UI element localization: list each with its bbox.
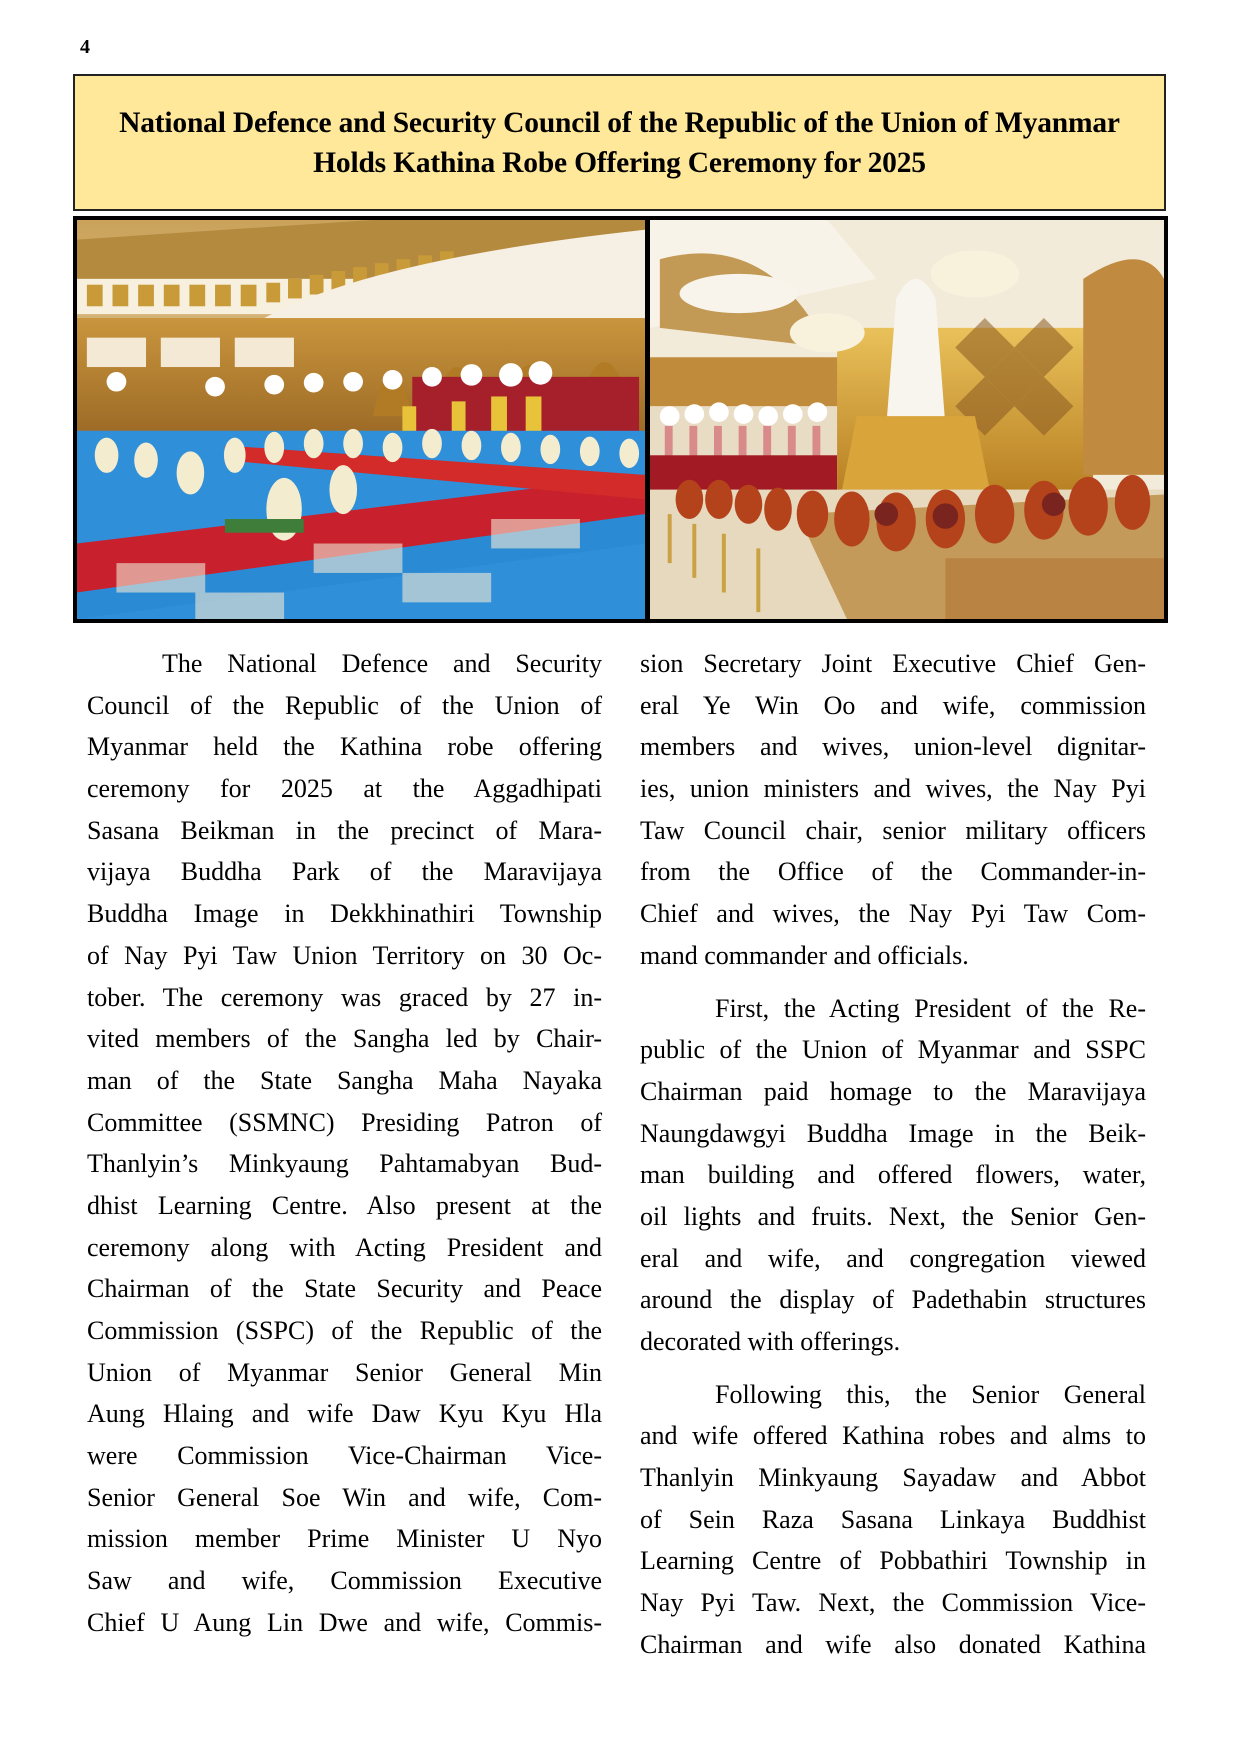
article-line: Taw Council chair, senior military officers bbox=[640, 815, 1146, 845]
article-paragraph bbox=[640, 1374, 1146, 1666]
article-line: The National Defence and Security bbox=[162, 649, 602, 678]
article-line: were Commission Vice-Chairman Vice- bbox=[87, 1441, 602, 1471]
article-line: eral and wife, and congregation viewed bbox=[640, 1243, 1146, 1273]
article-line: vited members of the Sangha led by Chair- bbox=[87, 1024, 602, 1054]
article-line: Learning Centre of Pobbathiri Township in bbox=[640, 1546, 1146, 1576]
article-line: Thanlyin Minkyaung Sayadaw and Abbot bbox=[640, 1463, 1146, 1493]
photo-strip bbox=[73, 216, 1168, 623]
article-line: mand commander and officials. bbox=[640, 940, 969, 970]
headline-box bbox=[73, 74, 1166, 211]
article-line: Myanmar held the Kathina robe offering bbox=[87, 732, 602, 762]
article-column-left bbox=[87, 643, 602, 1644]
article-line: around the display of Padethabin structures bbox=[640, 1285, 1146, 1315]
article-paragraph bbox=[640, 643, 1146, 977]
article-line: Naungdawgyi Buddha Image in the Beik- bbox=[640, 1118, 1146, 1148]
article-line: Chairman and wife also donated Kathina bbox=[640, 1629, 1146, 1659]
article-line: sion Secretary Joint Executive Chief Gen- bbox=[640, 649, 1146, 678]
article-line: Following this, the Senior General bbox=[715, 1379, 1146, 1409]
photo-sangha-buddha-image-image bbox=[650, 220, 1164, 619]
article-line: Senior General Soe Win and wife, Com- bbox=[87, 1482, 602, 1512]
article-line: ies, union ministers and wives, the Nay Pyi bbox=[640, 774, 1146, 804]
article-line: and wife offered Kathina robes and alms to bbox=[640, 1421, 1146, 1451]
article-line: Saw and wife, Commission Executive bbox=[87, 1566, 602, 1596]
headline-line-2: Holds Kathina Robe Offering Ceremony for 2025 bbox=[313, 146, 926, 179]
article-line: man of the State Sangha Maha Nayaka bbox=[87, 1065, 602, 1095]
article-line: dhist Learning Centre. Also present at the bbox=[87, 1190, 602, 1220]
photo-congregation-hall-image bbox=[77, 220, 645, 619]
article-line: Sasana Beikman in the precinct of Mara- bbox=[87, 815, 602, 845]
photo-sangha-buddha-image bbox=[646, 216, 1168, 623]
article-line: Commission (SSPC) of the Republic of the bbox=[87, 1316, 602, 1345]
article-line: tober. The ceremony was graced by 27 in- bbox=[87, 982, 602, 1012]
article-line: public of the Union of Myanmar and SSPC bbox=[640, 1035, 1146, 1065]
article-line: members and wives, union-level dignitar- bbox=[640, 732, 1146, 762]
headline-line-1: National Defence and Security Council of the Republic of the Union of Myanmar bbox=[119, 106, 1120, 139]
article-line: from the Office of the Commander-in- bbox=[640, 857, 1146, 887]
article-line: Aung Hlaing and wife Daw Kyu Kyu Hla bbox=[87, 1399, 602, 1429]
article-line: Chairman of the State Security and Peace bbox=[87, 1274, 602, 1304]
article-line: decorated with offerings. bbox=[640, 1327, 901, 1356]
article-line: Thanlyin’s Minkyaung Pahtamabyan Bud- bbox=[87, 1149, 602, 1179]
page-number: 4 bbox=[80, 36, 90, 58]
article-line: Union of Myanmar Senior General Min bbox=[87, 1357, 602, 1387]
article-line: Chairman paid homage to the Maravijaya bbox=[640, 1076, 1146, 1106]
article-column-right bbox=[640, 643, 1146, 1677]
article-line: Chief U Aung Lin Dwe and wife, Commis- bbox=[87, 1607, 602, 1637]
article-line: mission member Prime Minister U Nyo bbox=[87, 1524, 602, 1554]
article-line: Nay Pyi Taw. Next, the Commission Vice- bbox=[640, 1588, 1146, 1618]
article-line: Chief and wives, the Nay Pyi Taw Com- bbox=[640, 899, 1146, 929]
article-line: Buddha Image in Dekkhinathiri Township bbox=[87, 899, 602, 929]
article-line: man building and offered flowers, water, bbox=[640, 1160, 1146, 1190]
article-line: oil lights and fruits. Next, the Senior Gen- bbox=[640, 1201, 1146, 1231]
article-line: ceremony along with Acting President and bbox=[87, 1232, 602, 1262]
photo-congregation-hall bbox=[73, 216, 649, 623]
article-line: of Sein Raza Sasana Linkaya Buddhist bbox=[640, 1504, 1146, 1534]
article-line: of Nay Pyi Taw Union Territory on 30 Oc- bbox=[87, 940, 602, 970]
article-paragraph bbox=[640, 988, 1146, 1363]
article-line: vijaya Buddha Park of the Maravijaya bbox=[87, 857, 602, 887]
article-line: Council of the Republic of the Union of bbox=[87, 690, 602, 720]
article-line: eral Ye Win Oo and wife, commission bbox=[640, 690, 1146, 720]
article-line: ceremony for 2025 at the Aggadhipati bbox=[87, 774, 602, 804]
article-line: Committee (SSMNC) Presiding Patron of bbox=[87, 1107, 602, 1137]
article-line: First, the Acting President of the Re- bbox=[715, 993, 1146, 1023]
